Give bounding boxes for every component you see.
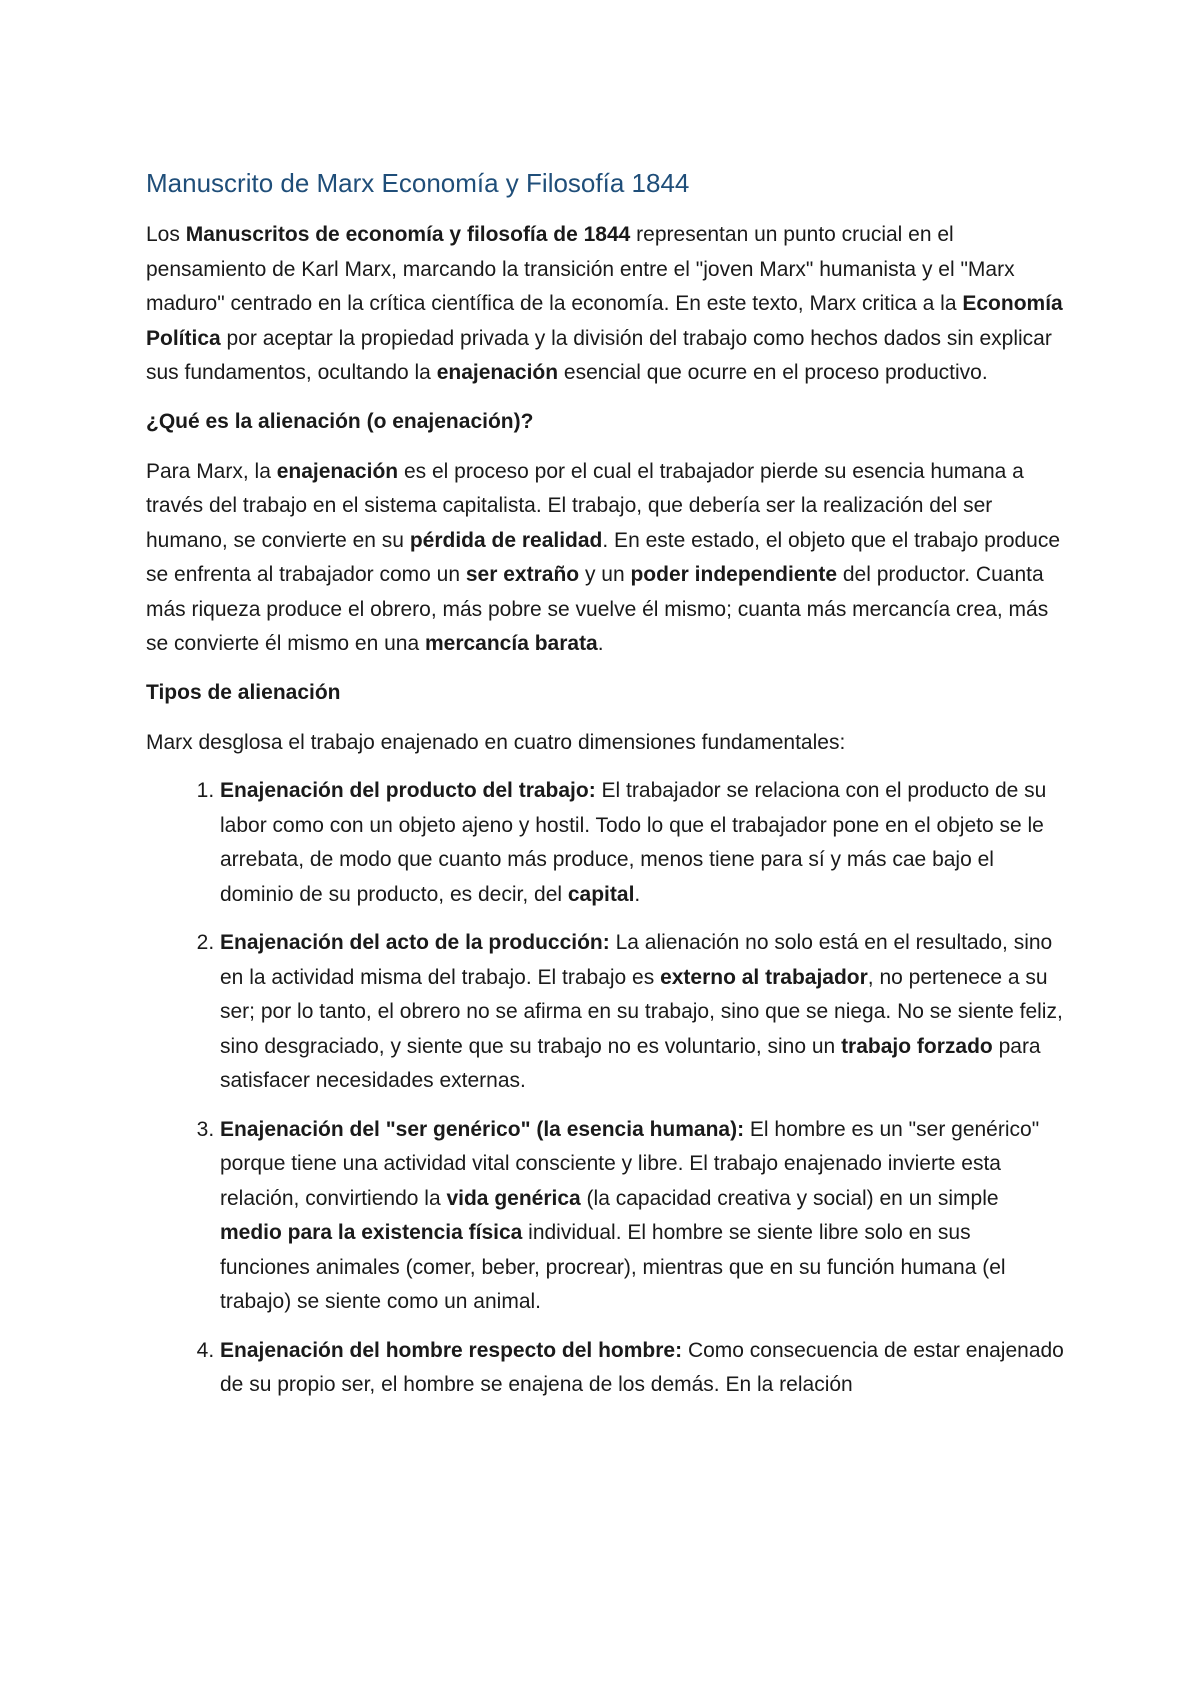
bold-text: vida genérica bbox=[446, 1186, 581, 1210]
alienation-types-list bbox=[146, 774, 1064, 1403]
bold-text: Economía Política bbox=[146, 292, 1063, 350]
list-item: 1. Enajenación del producto del trabajo: El trabajador se relaciona con el producto de su labor como con un objeto ajeno y hostil. Todo lo que el trabajador pone en el objeto se le arrebata, de modo que cuanto más produce, menos tiene para sí y más cae bajo el dominio de su producto, es decir, del capital. bbox=[220, 774, 1064, 912]
bold-text: ser extraño bbox=[465, 563, 580, 586]
bold-text: trabajo forzado bbox=[841, 1034, 993, 1058]
section-heading-types: Tipos de alienación bbox=[146, 680, 341, 704]
list-item: 2. Enajenación del acto de la producción: La alienación no solo está en el resultado, sino en la actividad misma del trabajo. El trabajo es externo al trabajador, no pertenece a su ser; por lo tanto, el obrero no se afirma en su trabajo, sino que se niega. No se siente feliz, sino desgraciado, y siente que su trabajo no es voluntario, sino un trabajo forzado para satisfacer necesidades externas. bbox=[220, 926, 1064, 1099]
list-item: 4. Enajenación del hombre respecto del hombre: Como consecuencia de estar enajenado de su propio ser, el hombre se enajena de los demás. En la relación bbox=[220, 1334, 1064, 1403]
bold-text: poder independiente bbox=[630, 563, 837, 586]
bold-text: Enajenación del hombre respecto del hombre: bbox=[220, 1338, 683, 1362]
types-intro-paragraph: Marx desglosa el trabajo enajenado en cuatro dimensiones fundamentales: bbox=[146, 730, 846, 754]
bold-text: Enajenación del acto de la producción: bbox=[220, 931, 610, 954]
section-heading-alienation: ¿Qué es la alienación (o enajenación)? bbox=[146, 409, 534, 433]
bold-text: enajenación bbox=[436, 361, 559, 384]
list-item: 3. Enajenación del "ser genérico" (la esencia humana): El hombre es un "ser genérico" porque tiene una actividad vital consciente y libre. El trabajo enajenado invierte esta relación, convirtiendo la vida genérica (la capacidad creativa y social) en un simple medio para la existencia física individual. El hombre se siente libre solo en sus funciones animales (comer, beber, procrear), mientras que en su función humana (el trabajo) se siente como un animal. bbox=[220, 1113, 1064, 1320]
alienation-paragraph: Para Marx, la enajenación es el proceso por el cual el trabajador pierde su esencia humana a través del trabajo en el sistema capitalista. El trabajo, que debería ser la realización del ser humano, se convierte en su pérdida de realidad. En este estado, el objeto que el trabajo produce se enfrenta al trabajador como un ser extraño y un poder independiente del productor. Cuanta más riqueza produce el obrero, más pobre se vuelve él mismo; cuanta más mercancía crea, más se convierte él mismo en una mercancía barata. bbox=[146, 459, 1061, 655]
bold-text: Enajenación del producto del trabajo: bbox=[220, 779, 596, 802]
bold-text: enajenación bbox=[276, 459, 399, 483]
document-title: Manuscrito de Marx Economía y Filosofía 1844 bbox=[146, 168, 690, 198]
bold-text: capital bbox=[567, 882, 635, 906]
bold-text: Manuscritos de economía y filosofía de 1844 bbox=[185, 223, 631, 246]
bold-text: Enajenación del "ser genérico" (la esencia humana): bbox=[220, 1117, 745, 1141]
bold-text: externo al trabajador bbox=[660, 965, 868, 989]
bold-text: medio para la existencia física bbox=[220, 1221, 523, 1244]
intro-paragraph: Los Manuscritos de economía y filosofía de 1844 representan un punto crucial en el pensamiento de Karl Marx, marcando la transición entre el "joven Marx" humanista y el "Marx maduro" centrado en la crítica científica de la economía. En este texto, Marx critica a la Economía Política por aceptar la propiedad privada y la división del trabajo como hechos dados sin explicar sus fundamentos, ocultando la enajenación esencial que ocurre en el proceso productivo. bbox=[146, 223, 1063, 384]
bold-text: mercancía barata bbox=[424, 632, 598, 655]
bold-text: pérdida de realidad bbox=[409, 528, 603, 552]
